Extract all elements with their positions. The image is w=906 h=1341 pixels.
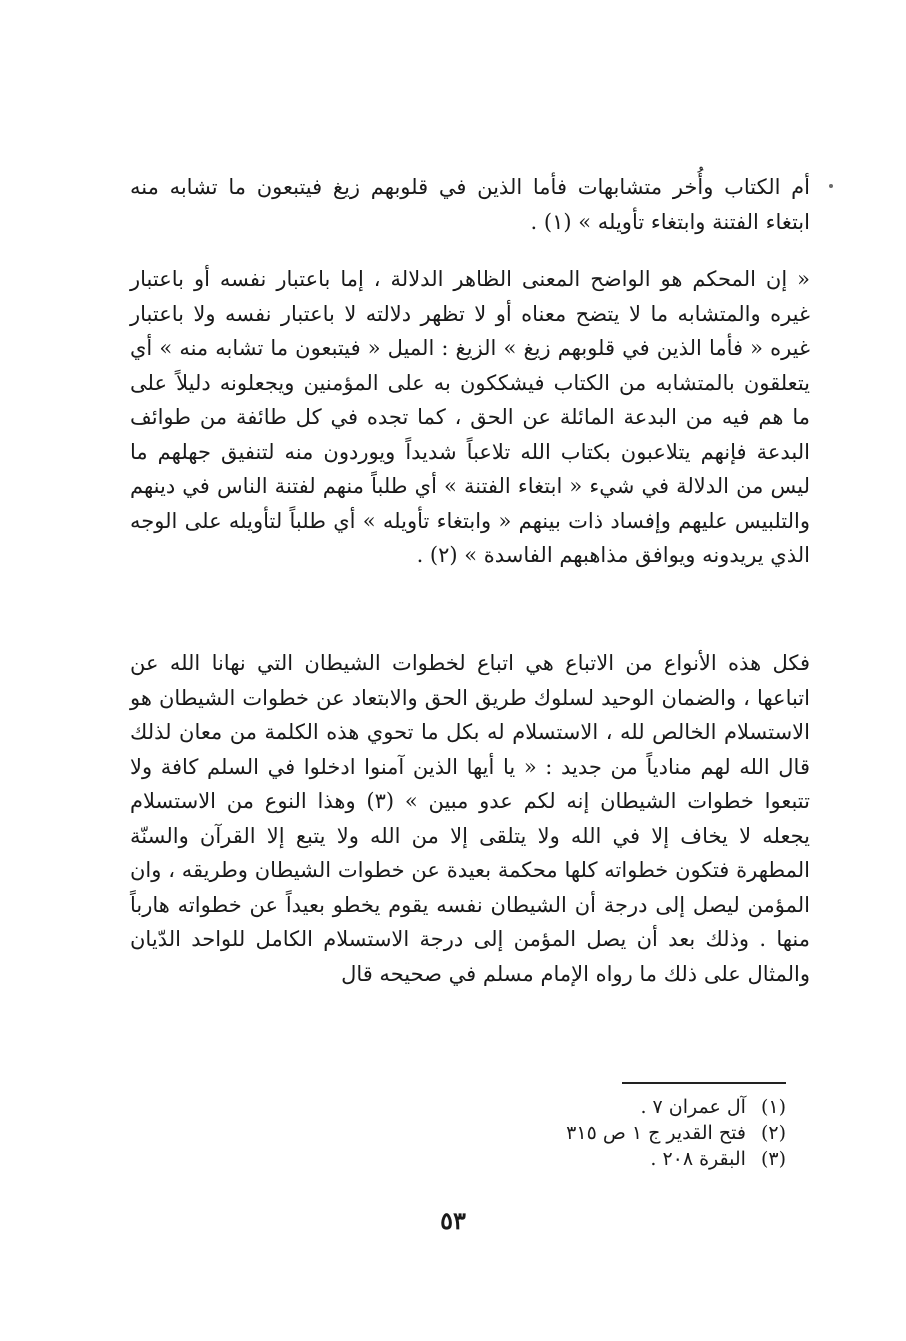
footnote-number: (١) <box>760 1096 786 1118</box>
body-paragraph-1: أم الكتاب وأُخر متشابهات فأما الذين في قلوبهم زيغ فيتبعون ما تشابه منه ابتغاء الفتنة وابتغاء تأويله » (١) . <box>130 175 810 234</box>
footnote-1 <box>460 1094 786 1120</box>
footnote-separator-rule <box>622 1082 786 1084</box>
footnote-3 <box>460 1146 786 1172</box>
footnote-text: فتح القدير ج ١ ص ٣١٥ <box>566 1122 746 1144</box>
body-paragraph-3: فكل هذه الأنواع من الاتباع هي اتباع لخطوات الشيطان التي نهانا الله عن اتباعها ، والضمان الوحيد لسلوك طريق الحق والابتعاد عن خطوات الشيطان هو الاستسلام الخالص لله ، الاستسلام له بكل ما تحوي هذه الكلمة من معان لذلك قال الله لهم منادياً من جديد : « يا أيها الذين آمنوا ادخلوا في السلم كافة ولا تتبعوا خطوات الشيطان إنه لكم عدو مبين » (٣) وهذا النوع من الاستسلام يجعله لا يخاف إلا في الله ولا يتلقى إلا من الله ولا يتبع إلا القرآن والسنّة المطهرة فتكون خطواته كلها محكمة بعيدة عن خطوات الشيطان وطريقه ، وان المؤمن ليصل إلى درجة أن الشيطان نفسه يقوم يخطو بعيداً عن خطواته هارباً منها . وذلك بعد أن يصل المؤمن إلى درجة الاستسلام الكامل للواحد الدّيان والمثال على ذلك ما رواه الإمام مسلم في صحيحه قال <box>130 651 810 986</box>
footnote-text: آل عمران ٧ . <box>640 1096 746 1118</box>
page-number: ٥٣ <box>440 1206 466 1235</box>
scan-speck <box>829 184 833 188</box>
body-paragraph-2: « إن المحكم هو الواضح المعنى الظاهر الدلالة ، إما باعتبار نفسه أو باعتبار غيره والمتشابه ما لا يتضح معناه أو لا تظهر دلالته لا باعتبار نفسه ولا باعتبار غيره « فأما الذين في قلوبهم زيغ » الزيغ : الميل « فيتبعون ما تشابه منه » أي يتعلقون بالمتشابه من الكتاب فيشككون به على المؤمنين ويجعلونه دليلاً على ما هم فيه من البدعة المائلة عن الحق ، كما تجده في كل طائفة من طوائف البدعة فإنهم يتلاعبون بكتاب الله تلاعباً شديداً ويوردون منه لتنفيق جهلهم ما ليس من الدلالة في شيء « ابتغاء الفتنة » أي طلباً منهم لفتنة الناس في دينهم والتلبيس عليهم وإفساد ذات بينهم « وابتغاء تأويله » أي طلباً لتأويله على الوجه الذي يريدونه ويوافق مذاهبهم الفاسدة » (٢) . <box>130 267 810 567</box>
footnote-number: (٣) <box>760 1148 786 1170</box>
footnote-2 <box>460 1120 786 1146</box>
footnote-text: البقرة ٢٠٨ . <box>650 1148 746 1170</box>
footnotes <box>460 1094 786 1172</box>
footnote-number: (٢) <box>760 1122 786 1144</box>
